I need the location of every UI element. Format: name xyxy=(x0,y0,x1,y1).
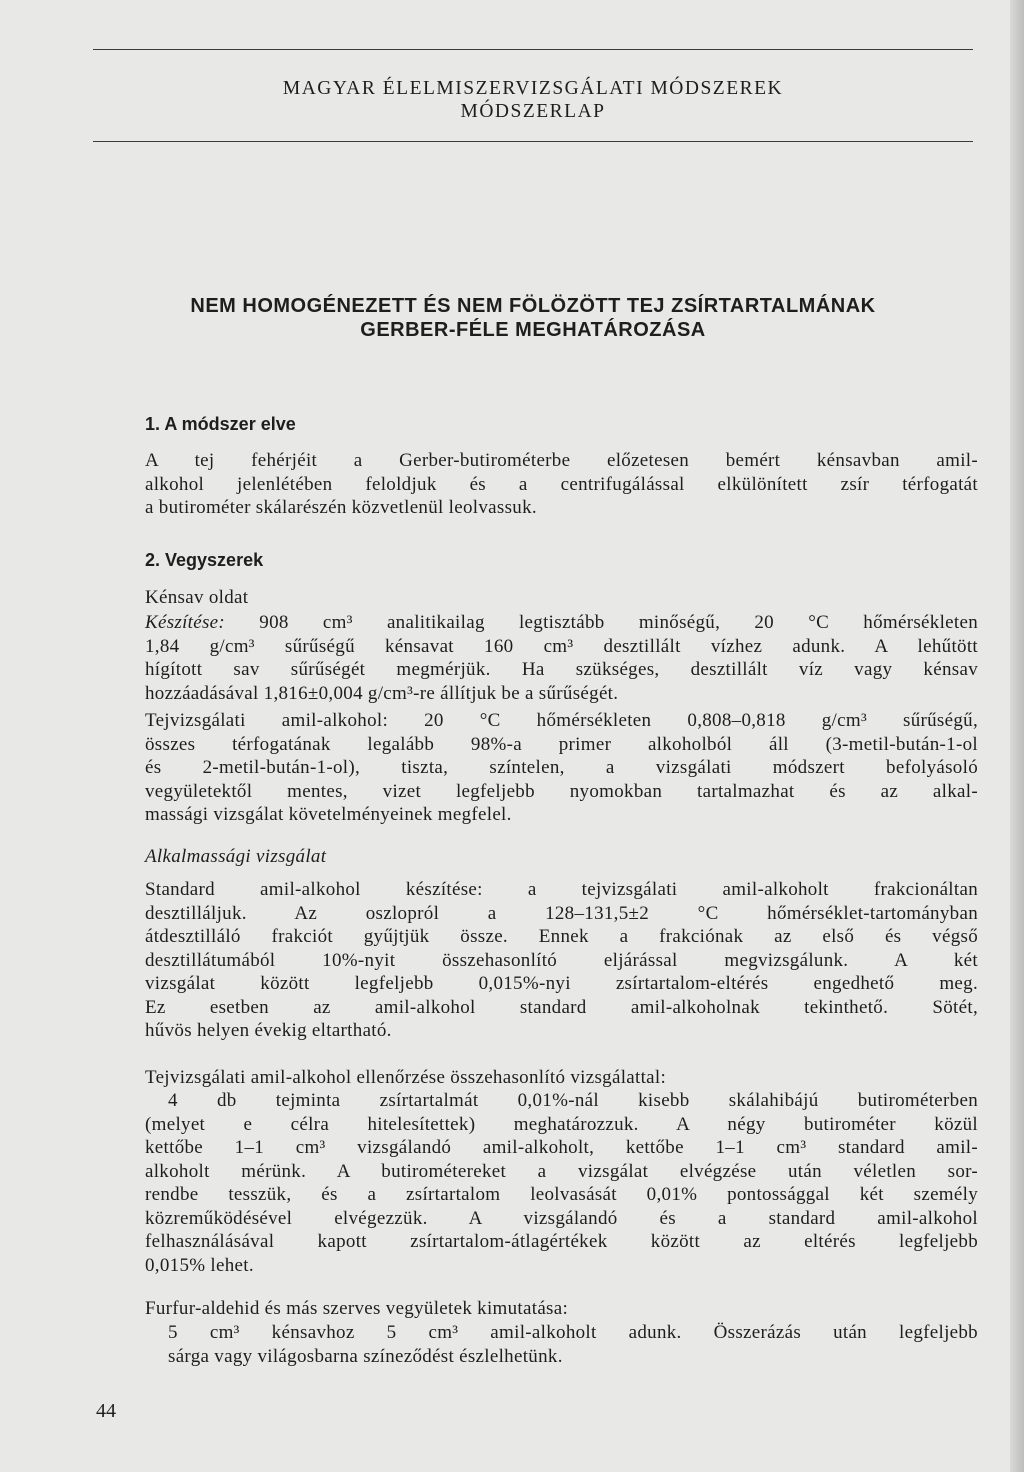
furfur-title xyxy=(145,1297,978,1321)
text-line: Kénsav oldat xyxy=(145,587,249,608)
section-1-paragraph xyxy=(145,449,978,520)
alkalmassagi-title xyxy=(145,845,978,869)
text-line xyxy=(145,611,978,635)
text-line: Tejvizsgálati amil-alkohol ellenőrzése összehasonlító vizsgálattal: xyxy=(145,1067,667,1088)
header-line-1: MAGYAR ÉLELMISZERVIZSGÁLATI MÓDSZEREK xyxy=(282,78,784,99)
section-2-heading: 2. Vegyszerek xyxy=(145,550,264,570)
text-line: alkohol jelenlétében feloldjuk és a centrifugálással elkülönített zsír térfogatát xyxy=(145,473,978,495)
text-line: 4 db tejminta zsírtartalmát 0,01%-nál kisebb skálahibájú butirométerben xyxy=(168,1090,978,1111)
header-top-rule xyxy=(93,49,973,50)
text-line: (melyet e célra hitelesítettek) meghatározzuk. A négy butirométer közül xyxy=(145,1113,978,1135)
page-number: 44 xyxy=(96,1400,116,1422)
text-line: hűvös helyen évekig eltartható. xyxy=(145,1020,392,1041)
text-line: Alkalmassági vizsgálat xyxy=(145,846,327,867)
header-bottom-rule xyxy=(93,141,973,142)
text-line: desztillátumából 10%-nyit összehasonlító eljárással megvizsgálunk. A két xyxy=(145,949,978,971)
standard-paragraph xyxy=(145,878,978,1043)
text-line: Furfur-aldehid és más szerves vegyületek kimutatása: xyxy=(145,1298,569,1319)
text-line: vizsgálat között legfeljebb 0,015%-nyi zsírtartalom-eltérés engedhető meg. xyxy=(145,973,978,994)
text-line: kettőbe 1–1 cm³ vizsgálandó amil-alkoholt, kettőbe 1–1 cm³ standard amil- xyxy=(145,1137,978,1158)
text-line: közreműködésével elvégezzük. A vizsgálandó és a standard amil-alkohol xyxy=(145,1207,978,1229)
text-line: rendbe tesszük, és a zsírtartalom leolvasását 0,01% pontossággal két személy xyxy=(145,1184,978,1205)
text-line: összes térfogatának legalább 98%-a primer alkoholból áll (3-metil-bután-1-ol xyxy=(145,733,978,755)
text-line: Standard amil-alkohol készítése: a tejvizsgálati amil-alkoholt frakcionáltan xyxy=(145,879,978,900)
text-line: felhasználásával kapott zsírtartalom-átlagértékek között az eltérés legfeljebb xyxy=(145,1231,978,1252)
kensav-title xyxy=(145,586,978,610)
furfur-paragraph xyxy=(145,1321,978,1368)
text-line: Tejvizsgálati amil-alkohol: 20 °C hőmérsékleten 0,808–0,818 g/cm³ sűrűségű, xyxy=(145,710,978,731)
text-line: Ez esetben az amil-alkohol standard amil-alkoholnak tekinthető. Sötét, xyxy=(145,996,978,1018)
text-line: a butirométer skálarészén közvetlenül leolvassuk. xyxy=(145,497,537,518)
kensav-label: Készítése: xyxy=(145,612,226,633)
text-line: massági vizsgálat követelményeinek megfelel. xyxy=(145,804,512,825)
page-edge-shadow xyxy=(1010,0,1024,1472)
text-line: átdesztilláló frakciót gyűjtjük össze. Ennek a frakciónak az első és végső xyxy=(145,926,978,947)
text-line: és 2-metil-bután-1-ol), tiszta, színtelen, a vizsgálati módszert befolyásoló xyxy=(145,757,978,778)
document-title-line-1: NEM HOMOGÉNEZETT ÉS NEM FÖLÖZÖTT TEJ ZSÍRTARTALMÁNAK xyxy=(190,295,876,317)
text-line: vegyületektől mentes, vizet legfeljebb nyomokban tartalmazhat és az alkal- xyxy=(145,780,978,802)
text-line: desztilláljuk. Az oszlopról a 128–131,5±2 °C hőmérséklet-tartományban xyxy=(145,902,978,924)
text-line: 5 cm³ kénsavhoz 5 cm³ amil-alkoholt adunk. Összerázás után legfeljebb xyxy=(168,1322,978,1343)
text-line: A tej fehérjéit a Gerber-butirométerbe előzetesen bemért kénsavban amil- xyxy=(145,450,978,471)
ellenorzes-paragraph xyxy=(145,1089,978,1277)
section-1-heading: 1. A módszer elve xyxy=(145,414,296,434)
text-line: 0,015% lehet. xyxy=(145,1254,254,1276)
kensav-first-line: 908 cm³ analitikailag legtisztább minőségű, 20 °C hőmérsékleten xyxy=(259,612,978,633)
text-line: alkoholt mérünk. A butirométereket a vizsgálat elvégzése után véletlen sor- xyxy=(145,1160,978,1182)
ellenorzes-title xyxy=(145,1066,978,1090)
text-line: 1,84 g/cm³ sűrűségű kénsavat 160 cm³ desztillált vízhez adunk. A lehűtött xyxy=(145,635,978,657)
amil-alkohol-paragraph xyxy=(145,709,978,827)
document-title-line-2: GERBER-FÉLE MEGHATÁROZÁSA xyxy=(360,319,706,341)
text-line: hígított sav sűrűségét megmérjük. Ha szükséges, desztillált víz vagy kénsav xyxy=(145,659,978,680)
text-line: sárga vagy világosbarna színeződést észlelhetünk. xyxy=(168,1345,563,1367)
header-line-2: MÓDSZERLAP xyxy=(460,101,606,122)
kensav-paragraph xyxy=(145,611,978,705)
text-line: hozzáadásával 1,816±0,004 g/cm³-re állítjuk be a sűrűségét. xyxy=(145,682,619,704)
